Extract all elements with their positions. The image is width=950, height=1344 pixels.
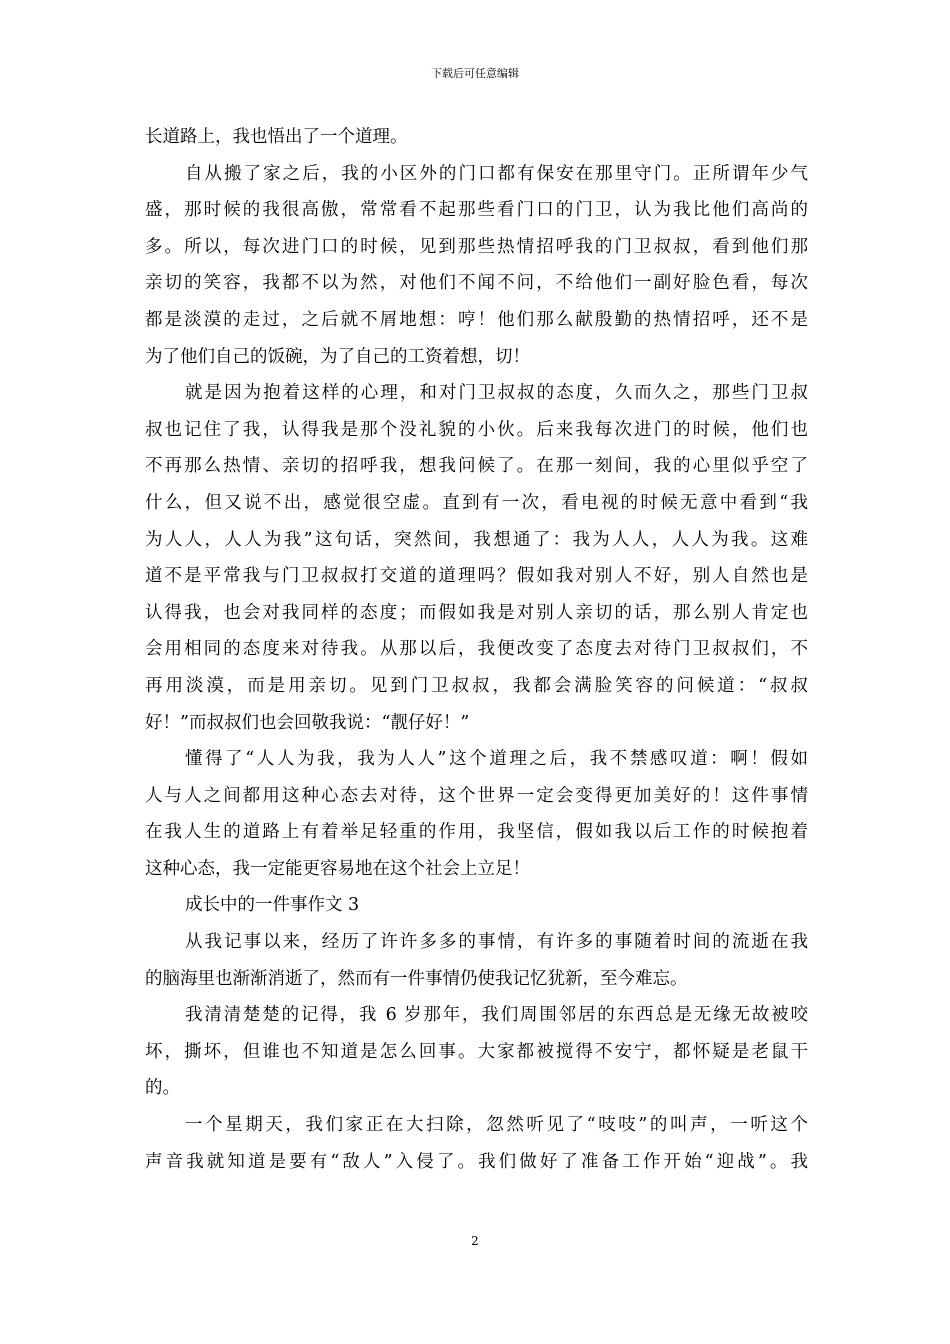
- document-body: [145, 119, 808, 1180]
- text-line: 懂得了“人人为我，我为人人”这个道理之后，我不禁感叹道：啊！假如: [185, 749, 808, 770]
- text-line: 在我人生的道路上有着举足轻重的作用，我坚信，假如我以后工作的时候抱着: [145, 822, 808, 843]
- page-footer: [0, 1233, 950, 1249]
- text-line: 为了他们自己的饭碗，为了自己的工资着想，切！: [145, 346, 530, 367]
- text-line: 好！”而叔叔们也会回敬我说：“靓仔好！”: [145, 712, 470, 733]
- text-line: 认得我，也会对我同样的态度；而假如我是对别人亲切的话，那么别人肯定也: [145, 602, 808, 623]
- text-line: 我清清楚楚的记得，我 6 岁那年，我们周围邻居的东西总是无缘无故被咬: [185, 1005, 808, 1026]
- text-line: 亲切的笑容，我都不以为然，对他们不闻不问，不给他们一副好脸色看，每次: [145, 273, 808, 294]
- text-line: 道不是平常我与门卫叔叔打交道的道理吗？假如我对别人不好，别人自然也是: [145, 566, 808, 587]
- text-line: 叔也记住了我，认得我是那个没礼貌的小伙。后来我每次进门的时候，他们也: [145, 419, 808, 440]
- text-line: 的脑海里也渐渐消逝了，然而有一件事情仍使我记忆犹新，至今难忘。: [145, 968, 688, 989]
- text-line: 会用相同的态度来对待我。从那以后，我便改变了态度去对待门卫叔叔们，不: [145, 639, 808, 660]
- text-line: 成长中的一件事作文 3: [185, 895, 360, 916]
- text-line: 多。所以，每次进门口的时候，见到那些热情招呼我的门卫叔叔，看到他们那: [145, 236, 808, 257]
- page-header: [0, 66, 950, 82]
- text-line: 坏，撕坏，但谁也不知道是怎么回事。大家都被搅得不安宁，都怀疑是老鼠干: [145, 1041, 808, 1062]
- text-line: 就是因为抱着这样的心理，和对门卫叔叔的态度，久而久之，那些门卫叔: [185, 383, 808, 404]
- text-line: 从我记事以来，经历了许许多多的事情，有许多的事随着时间的流逝在我: [185, 932, 808, 953]
- text-line: 长道路上，我也悟出了一个道理。: [145, 127, 408, 147]
- text-line: 人与人之间都用这种心态去对待，这个世界一定会变得更加美好的！这件事情: [145, 785, 808, 806]
- text-line: 自从搬了家之后，我的小区外的门口都有保安在那里守门。正所谓年少气: [185, 163, 808, 184]
- text-line: 声音我就知道是要有“敌人”入侵了。我们做好了准备工作开始“迎战”。我: [145, 1151, 808, 1172]
- text-line: 这种心态，我一定能更容易地在这个社会上立足！: [145, 858, 530, 879]
- header-text: 下载后可任意编辑: [431, 67, 519, 80]
- text-line: 再用淡漠，而是用亲切。见到门卫叔叔，我都会满脸笑容的问候道：“叔叔: [145, 675, 808, 696]
- text-line: 为人人，人人为我”这句话，突然间，我想通了：我为人人，人人为我。这难: [145, 529, 808, 550]
- text-line: 什么，但又说不出，感觉很空虚。直到有一次，看电视的时候无意中看到“我: [145, 492, 808, 513]
- text-line: 不再那么热情、亲切的招呼我，想我问候了。在那一刻间，我的心里似乎空了: [145, 456, 808, 477]
- text-line: 一个星期天，我们家正在大扫除，忽然听见了“吱吱”的叫声，一听这个: [185, 1115, 808, 1136]
- page-number: 2: [471, 1234, 479, 1248]
- text-line: 的。: [145, 1078, 180, 1099]
- text-line: 都是淡漠的走过，之后就不屑地想：哼！他们那么献殷勤的热情招呼，还不是: [145, 309, 808, 330]
- text-line: 盛，那时候的我很高傲，常常看不起那些看门口的门卫，认为我比他们高尚的: [145, 200, 808, 221]
